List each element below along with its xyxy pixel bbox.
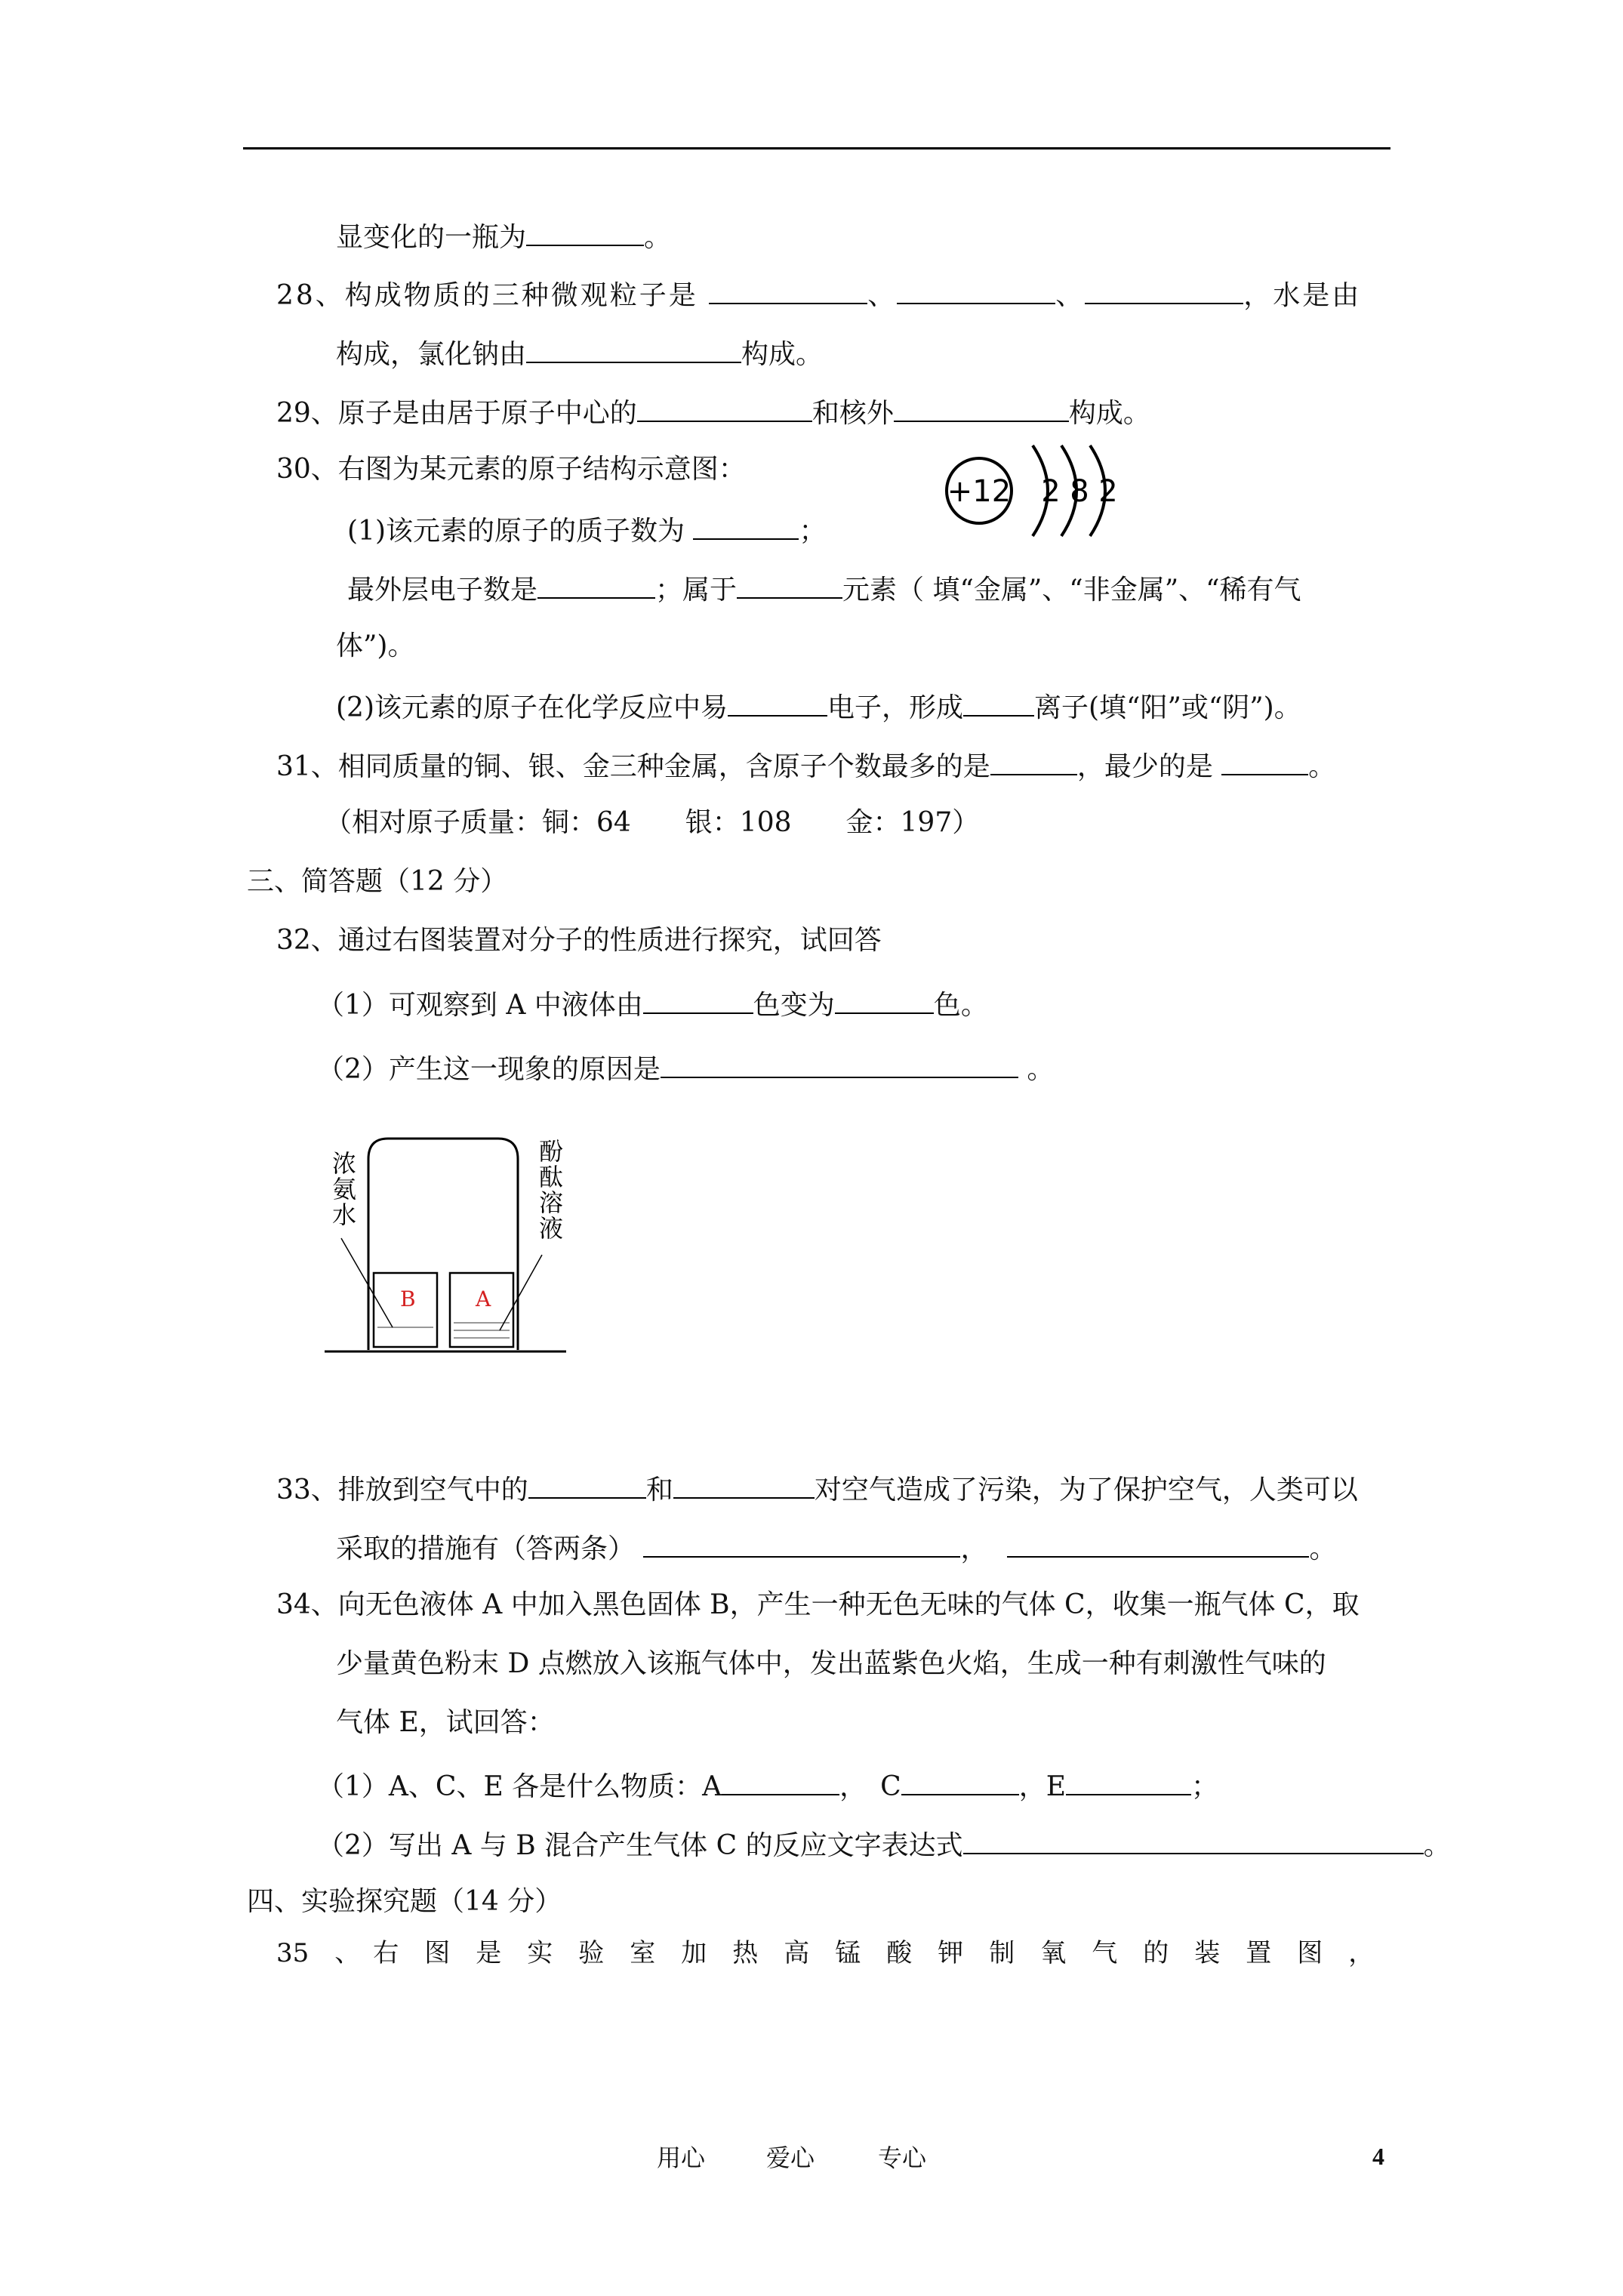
q30-text-2: 最外层电子数是 (347, 575, 538, 606)
q34-sep-1: ， C (839, 1771, 901, 1802)
q32-line-1 (317, 985, 988, 1023)
footer-text-1: 用心 (657, 2143, 706, 2172)
q31-text: 31、相同质量的铜、银、金三种金属，含原子个数最多的是 (276, 751, 990, 782)
q29-line (276, 393, 1150, 431)
q31-mid: ，最少的是 (1076, 751, 1213, 782)
phenol-label-char-3: 溶 (539, 1188, 564, 1217)
phenol-label-char-1: 酚 (539, 1137, 564, 1166)
answer-blank[interactable] (728, 688, 827, 717)
q28-end: ，水是由 (1243, 280, 1362, 311)
answer-blank[interactable] (643, 1529, 960, 1558)
q28-line-1 (276, 276, 1361, 313)
footer-text-2: 爱心 (766, 2143, 815, 2172)
phenol-label-char-4: 液 (539, 1214, 564, 1243)
q28-end-2: 构成。 (741, 339, 824, 370)
header-rule (243, 147, 1390, 149)
answer-blank[interactable] (990, 747, 1077, 775)
q34-line-1: 34、向无色液体 A 中加入黑色固体 B，产生一种无色无味的气体 C，收集一瓶气体 C，取 (276, 1589, 1360, 1620)
phenol-label-char-2: 酞 (539, 1163, 564, 1191)
q32-line-2 (317, 1049, 1054, 1087)
q29-mid: 和核外 (812, 398, 894, 429)
answer-blank[interactable] (901, 1767, 1019, 1795)
footer-text-3: 专心 (878, 2143, 927, 2172)
q27-tail-line (336, 217, 671, 255)
q30-mid-2: ；属于 (655, 575, 738, 606)
q32-text-2: （2）产生这一现象的原因是 (317, 1054, 661, 1085)
q34-line-4 (317, 1767, 1218, 1804)
q33-text: 33、排放到空气中的 (276, 1475, 528, 1505)
q30-end-4: 离子(填“阳”或“阴”)。 (1034, 692, 1301, 723)
answer-blank[interactable] (1085, 276, 1243, 304)
q30-line-2 (347, 570, 1301, 608)
answer-blank[interactable] (709, 276, 867, 304)
q34-line-5 (317, 1826, 1451, 1863)
shell-electrons-1: 2 (1041, 474, 1061, 509)
bell-jar (368, 1139, 518, 1350)
q28-line-2 (336, 334, 823, 372)
answer-blank[interactable] (963, 1826, 1424, 1854)
answer-blank[interactable] (526, 217, 644, 246)
q32-title: 32、通过右图装置对分子的性质进行探究，试回答 (276, 925, 882, 956)
q33-line-2 (336, 1529, 1337, 1567)
q32-mid-1: 色变为 (753, 990, 835, 1021)
leader-line-left (341, 1238, 393, 1327)
answer-blank[interactable] (963, 688, 1034, 717)
ammonia-label-char-3: 水 (332, 1200, 357, 1229)
q33-mid: 和 (645, 1475, 673, 1505)
q30-line-1 (347, 511, 826, 549)
answer-blank[interactable] (1221, 747, 1308, 775)
q32-end-2: 。 (1027, 1054, 1055, 1085)
nucleus-charge: +12 (947, 474, 1012, 509)
q34-sep-2: ，E (1018, 1771, 1066, 1802)
answer-blank[interactable] (1066, 1767, 1191, 1795)
q34-end-4: ； (1191, 1771, 1219, 1802)
answer-blank[interactable] (897, 276, 1055, 304)
q31-line-2: （相对原子质量：铜：64 银：108 金：197） (325, 807, 980, 838)
q33-text-2: 采取的措施有（答两条） (336, 1533, 636, 1564)
q28-sep-2: 、 (1055, 280, 1086, 311)
answer-blank[interactable] (722, 1767, 839, 1795)
answer-blank[interactable] (894, 393, 1069, 422)
q34-text-4: （1）A、C、E 各是什么物质：A (317, 1771, 722, 1802)
answer-blank[interactable] (835, 985, 934, 1014)
q34-end-5: 。 (1423, 1830, 1451, 1861)
answer-blank[interactable] (526, 334, 741, 363)
q27-text: 显变化的一瓶为 (336, 222, 527, 253)
q33-mid-2: ， (960, 1533, 988, 1564)
q34-text-5: （2）写出 A 与 B 混合产生气体 C 的反应文字表达式 (317, 1830, 963, 1861)
ammonia-label-char-1: 浓 (332, 1149, 357, 1178)
answer-blank[interactable] (528, 1470, 646, 1499)
answer-blank[interactable] (637, 393, 812, 422)
q34-line-3: 气体 E，试回答： (336, 1707, 555, 1738)
q30-end-1: ； (799, 516, 827, 547)
q27-end: 。 (644, 222, 672, 253)
q31-line-1 (276, 747, 1335, 784)
q30-text-1: (1)该元素的原子的质子数为 (347, 516, 685, 547)
q30-line-3: 体”)。 (336, 630, 415, 661)
q33-end-2: 。 (1309, 1533, 1337, 1564)
q28-sep-1: 、 (867, 280, 898, 311)
page-number: 4 (1372, 2143, 1384, 2170)
answer-blank[interactable] (673, 1470, 815, 1499)
shell-electrons-3: 2 (1098, 474, 1118, 509)
q35-line: 35 、 右 图 是 实 验 室 加 热 高 锰 酸 钾 制 氧 气 的 装 置 图 ， (276, 1938, 1375, 1968)
answer-blank[interactable] (537, 570, 655, 599)
atom-structure-diagram (944, 438, 1132, 544)
q30-mid-4: 电子，形成 (827, 692, 964, 723)
q33-line-1 (276, 1470, 1358, 1508)
q29-end: 构成。 (1068, 398, 1150, 429)
ammonia-label-char-2: 氨 (332, 1175, 357, 1203)
q33-end: 对空气造成了污染，为了保护空气，人类可以 (814, 1475, 1358, 1505)
answer-blank[interactable] (1007, 1529, 1309, 1558)
molecule-experiment-figure (302, 1125, 604, 1382)
q30-title: 30、右图为某元素的原子结构示意图： (276, 454, 746, 485)
shell-electrons-2: 8 (1070, 474, 1089, 509)
q32-end-1: 色。 (933, 990, 988, 1021)
q30-text-4: (2)该元素的原子在化学反应中易 (336, 692, 728, 723)
leader-line-right (500, 1255, 542, 1330)
q34-line-2: 少量黄色粉末 D 点燃放入该瓶气体中，发出蓝紫色火焰，生成一种有刺激性气味的 (336, 1648, 1326, 1679)
answer-blank[interactable] (643, 985, 753, 1014)
section-4-heading: 四、实验探究题（14 分） (247, 1886, 562, 1917)
answer-blank[interactable] (661, 1049, 1018, 1078)
q29-text: 29、原子是由居于原子中心的 (276, 398, 637, 429)
beaker-b-label: B (400, 1287, 416, 1311)
answer-blank[interactable] (737, 570, 842, 599)
q30-line-4 (336, 688, 1301, 726)
q30-end-2: 元素（ 填“金属”、“非金属”、“稀有气 (842, 575, 1301, 606)
q32-text-1: （1）可观察到 A 中液体由 (317, 990, 643, 1021)
beaker-a-label: A (476, 1287, 491, 1311)
q28-text: 28、构成物质的三种微观粒子是 (276, 280, 698, 311)
q28-text-2: 构成，氯化钠由 (336, 339, 527, 370)
answer-blank[interactable] (693, 511, 799, 540)
section-3-heading: 三、简答题（12 分） (247, 866, 508, 897)
q31-end: 。 (1308, 751, 1336, 782)
